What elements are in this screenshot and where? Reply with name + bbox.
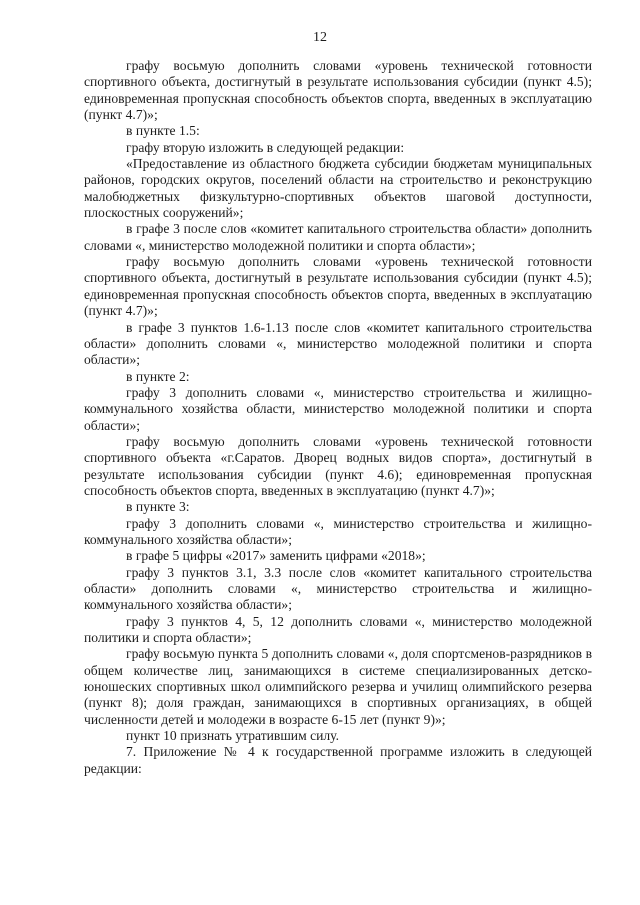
paragraph: в графе 3 пунктов 1.6-1.13 после слов «комитет капитального строительства области» дополнить словами «, министерство молодежной политики и спорта области»; [84,319,592,368]
paragraph: графу восьмую пункта 5 дополнить словами «, доля спортсменов-разрядников в общем количестве лиц, занимающихся в системе специализированных детско-юношеских спортивных школ олимпийского резерва и училищ олимпийского резерва (пункт 8); доля граждан, занимающихся в спортивных организациях, в общей численности детей и молодежи в возрасте 6-15 лет (пункт 9)»; [84,646,592,727]
paragraph: в пункте 1.5: [126,123,200,139]
paragraph: графу восьмую дополнить словами «уровень технической готовности спортивного объекта «г.Саратов. Дворец водных видов спорта», достигнутый в результате использования субсидии (пункт 4.6); единовременная пропускная способность объектов спорта, введенных в эксплуатацию (пункт 4.7)»; [84,433,592,498]
paragraph: пункт 10 признать утратившим силу. [126,728,339,744]
paragraph: графу восьмую дополнить словами «уровень технической готовности спортивного объекта, достигнутый в результате использования субсидии (пункт 4.5); единовременная пропускная способность объектов спорта, введенных в эксплуатацию (пункт 4.7)»; [84,58,592,123]
paragraph: графу 3 дополнить словами «, министерство строительства и жилищно-коммунального хозяйства области, министерство молодежной политики и спорта области»; [84,384,592,433]
paragraph: 7. Приложение № 4 к государственной программе изложить в следующей редакции: [84,744,592,776]
paragraph: в графе 5 цифры «2017» заменить цифрами «2018»; [126,548,426,564]
page-number: 12 [313,30,327,45]
paragraph: в графе 3 после слов «комитет капитального строительства области» дополнить словами «, министерство молодежной политики и спорта области»; [84,221,592,253]
paragraph: в пункте 3: [126,499,190,515]
paragraph: «Предоставление из областного бюджета субсидии бюджетам муниципальных районов, городских округов, поселений области на строительство и реконструкцию малобюджетных физкультурно-спортивных объектов шаговой доступности, плоскостных сооружений»; [84,156,592,221]
paragraph: в пункте 2: [126,368,190,384]
paragraph: графу восьмую дополнить словами «уровень технической готовности спортивного объекта, достигнутый в результате использования субсидии (пункт 4.5); единовременная пропускная способность объектов спорта, введенных в эксплуатацию (пункт 4.7)»; [84,254,592,319]
paragraph: графу 3 пунктов 3.1, 3.3 после слов «комитет капитального строительства области» дополнить словами «, министерство строительства и жилищно-коммунального хозяйства области»; [84,564,592,613]
paragraph: графу вторую изложить в следующей редакции: [126,139,405,155]
document-body [84,58,592,777]
paragraph: графу 3 дополнить словами «, министерство строительства и жилищно-коммунального хозяйства области»; [84,515,592,547]
paragraph: графу 3 пунктов 4, 5, 12 дополнить словами «, министерство молодежной политики и спорта области»; [84,613,592,646]
